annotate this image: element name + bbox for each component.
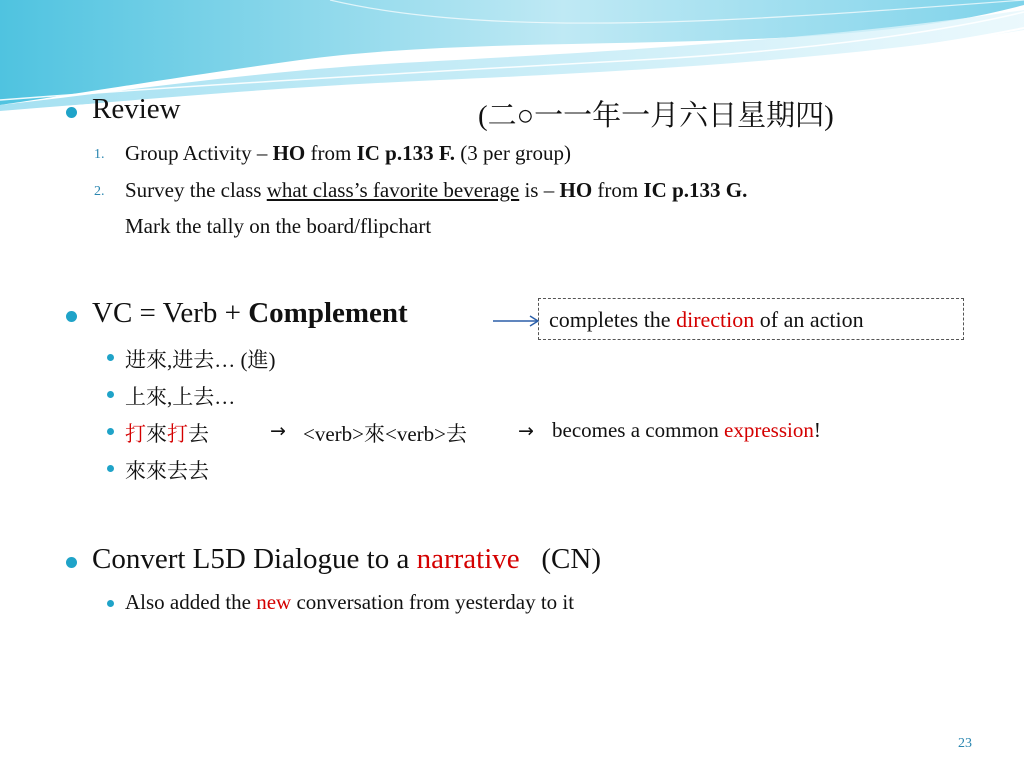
convert-heading: Convert L5D Dialogue to a narrative (CN) (92, 543, 601, 575)
bullet-icon (107, 428, 114, 435)
arrow-icon (493, 315, 541, 327)
vc-example-3-note: becomes a common expression! (552, 418, 821, 442)
vc-example-1: 进來,进去… (進) (125, 348, 276, 372)
review-date: (二○一一年一月六日星期四) (478, 100, 834, 132)
vc-example-4: 來來去去 (125, 459, 209, 483)
right-arrow-icon: → (270, 420, 286, 442)
vc-example-2: 上來,上去… (125, 385, 236, 409)
bullet-icon (66, 107, 77, 118)
verb-pattern: <verb>來<verb>去 (303, 422, 468, 446)
right-arrow-icon: → (518, 420, 534, 442)
review-item-2: Survey the class what class’s favorite beverage is – HO from IC p.133 G. (125, 178, 748, 202)
complement-callout: completes the direction of an action (538, 298, 964, 340)
list-number-2: 2. (94, 184, 105, 199)
bullet-icon (107, 354, 114, 361)
vc-heading: VC = Verb + Complement (92, 297, 408, 329)
review-item-2-line2: Mark the tally on the board/flipchart (125, 214, 432, 238)
page-number: 23 (958, 736, 972, 751)
convert-subitem: Also added the new conversation from yesterday to it (125, 590, 575, 614)
list-number-1: 1. (94, 147, 105, 162)
bullet-icon (107, 465, 114, 472)
review-heading: Review (92, 93, 181, 125)
vc-example-3: 打來打去 (125, 422, 209, 446)
review-item-1: Group Activity – HO from IC p.133 F. (3 per group) (125, 141, 572, 165)
bullet-icon (66, 557, 77, 568)
bullet-icon (107, 391, 114, 398)
bullet-icon (107, 600, 114, 607)
bullet-icon (66, 311, 77, 322)
